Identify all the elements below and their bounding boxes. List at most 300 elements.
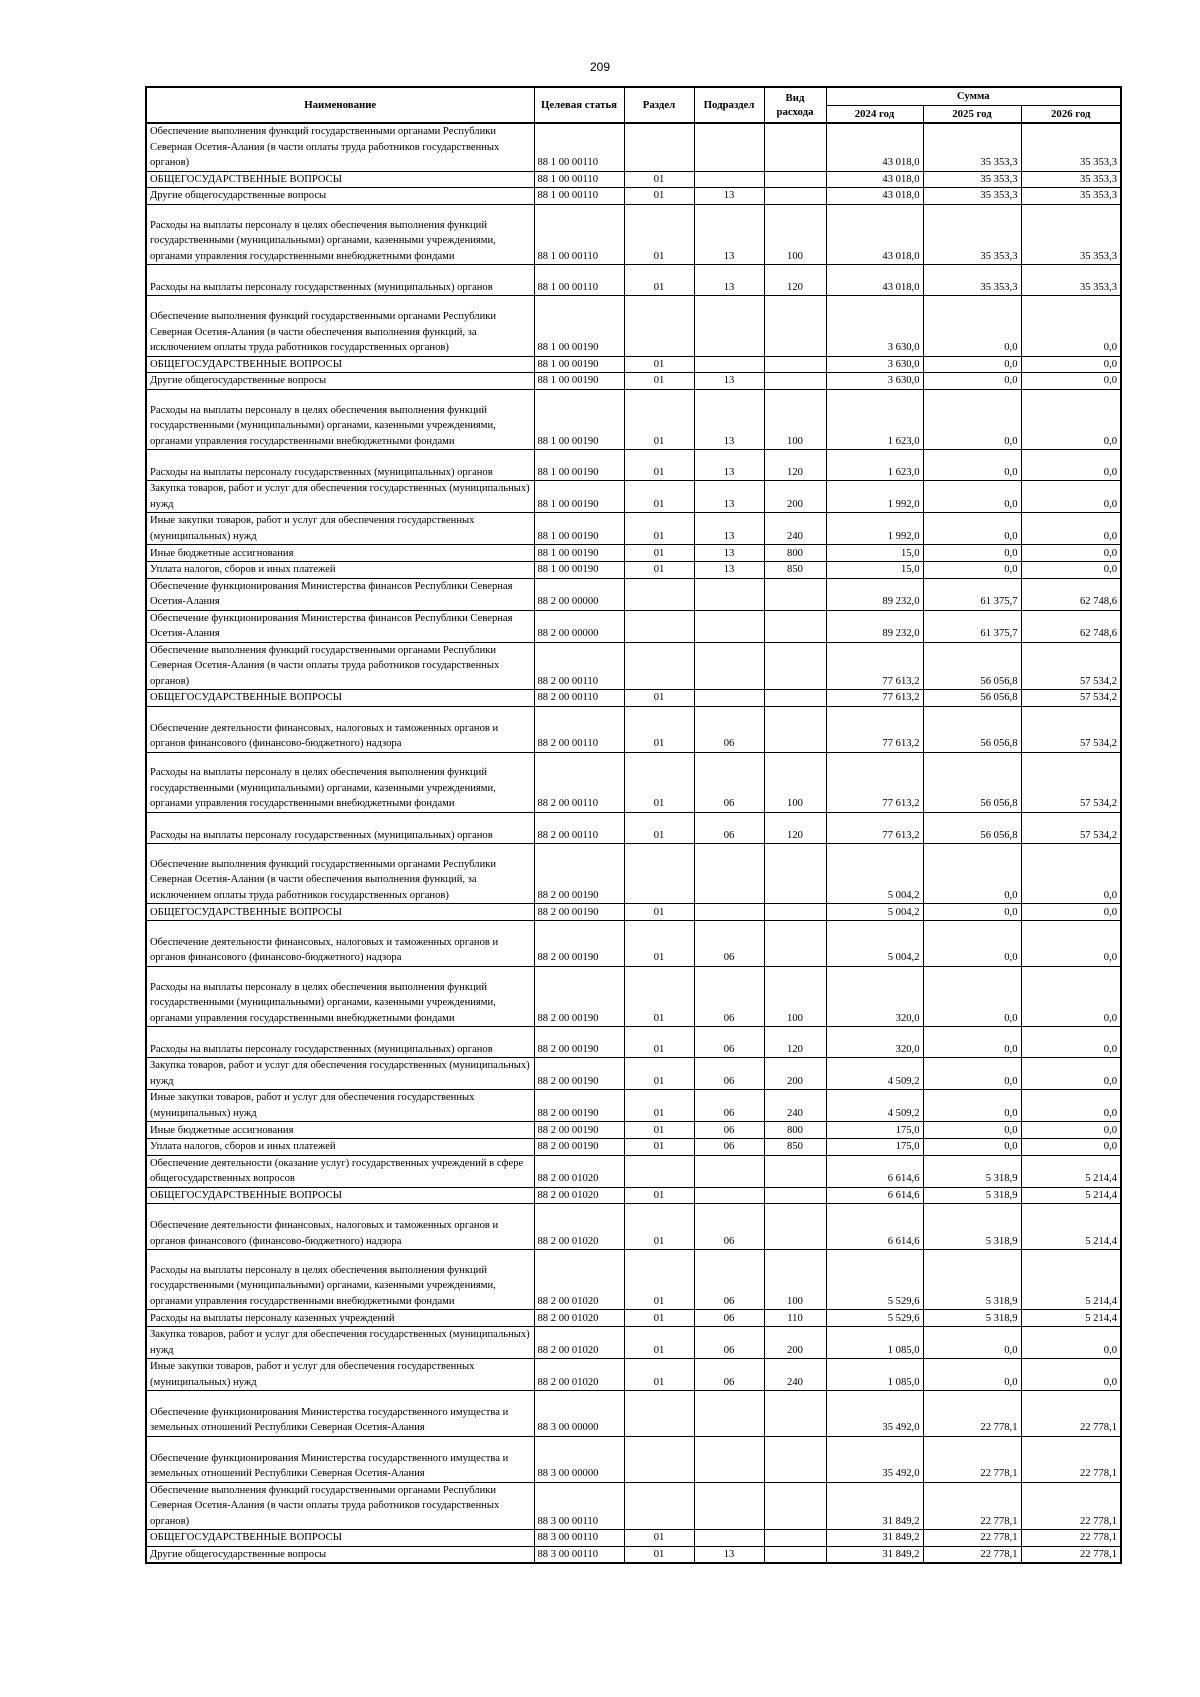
table-row	[146, 562, 1121, 579]
table-row	[146, 1187, 1121, 1204]
row-sum-2026: 0,0	[1021, 1027, 1121, 1058]
row-name: Закупка товаров, работ и услуг для обеспечения государственных (муниципальных) нужд	[146, 1327, 534, 1359]
row-name: Расходы на выплаты персоналу государственных (муниципальных) органов	[146, 450, 534, 481]
row-expense-type	[764, 356, 826, 373]
row-expense-type: 100	[764, 204, 826, 264]
row-sum-2025: 0,0	[923, 481, 1021, 513]
row-section	[624, 642, 694, 690]
header-year-2026: 2026 год	[1021, 105, 1121, 123]
row-section: 01	[624, 1139, 694, 1156]
row-sum-2026: 35 353,3	[1021, 204, 1121, 264]
row-subsection	[694, 1482, 764, 1530]
row-target-article: 88 2 00 00190	[534, 1139, 624, 1156]
row-sum-2025: 0,0	[923, 844, 1021, 904]
row-sum-2025: 0,0	[923, 545, 1021, 562]
table-row	[146, 1090, 1121, 1122]
row-sum-2024: 31 849,2	[826, 1530, 923, 1547]
row-section: 01	[624, 1327, 694, 1359]
row-sum-2024: 89 232,0	[826, 610, 923, 642]
row-sum-2025: 0,0	[923, 904, 1021, 921]
row-expense-type	[764, 171, 826, 188]
row-section	[624, 578, 694, 610]
row-subsection	[694, 1391, 764, 1437]
table-row	[146, 1546, 1121, 1563]
table-row	[146, 1310, 1121, 1327]
row-subsection	[694, 171, 764, 188]
row-sum-2024: 89 232,0	[826, 578, 923, 610]
row-sum-2024: 5 004,2	[826, 921, 923, 967]
row-sum-2026: 0,0	[1021, 562, 1121, 579]
row-section: 01	[624, 513, 694, 545]
row-target-article: 88 1 00 00190	[534, 481, 624, 513]
row-target-article: 88 3 00 00110	[534, 1482, 624, 1530]
table-row	[146, 513, 1121, 545]
table-header	[146, 87, 1121, 123]
header-year-2024: 2024 год	[826, 105, 923, 123]
row-section: 01	[624, 921, 694, 967]
row-name: ОБЩЕГОСУДАРСТВЕННЫЕ ВОПРОСЫ	[146, 356, 534, 373]
row-sum-2025: 0,0	[923, 1359, 1021, 1391]
row-sum-2024: 77 613,2	[826, 690, 923, 707]
row-sum-2024: 4 509,2	[826, 1058, 923, 1090]
row-name: Иные закупки товаров, работ и услуг для обеспечения государственных (муниципальных) нужд	[146, 513, 534, 545]
row-subsection: 13	[694, 562, 764, 579]
row-subsection: 06	[694, 1250, 764, 1310]
row-sum-2026: 0,0	[1021, 1359, 1121, 1391]
row-sum-2025: 5 318,9	[923, 1310, 1021, 1327]
table-row	[146, 1058, 1121, 1090]
row-subsection: 06	[694, 1090, 764, 1122]
row-expense-type	[764, 904, 826, 921]
row-sum-2025: 0,0	[923, 1139, 1021, 1156]
row-sum-2026: 5 214,4	[1021, 1155, 1121, 1187]
row-subsection: 06	[694, 1027, 764, 1058]
row-section: 01	[624, 373, 694, 390]
header-name: Наименование	[146, 87, 534, 123]
row-sum-2024: 175,0	[826, 1122, 923, 1139]
row-target-article: 88 1 00 00190	[534, 450, 624, 481]
row-sum-2026: 22 778,1	[1021, 1391, 1121, 1437]
row-expense-type: 240	[764, 1090, 826, 1122]
row-name: Расходы на выплаты персоналу в целях обеспечения выполнения функций государственными (муниципальными) органами, казенными учреждениями, органами управления государственными внебюджетными фондами	[146, 1250, 534, 1310]
row-sum-2026: 0,0	[1021, 1327, 1121, 1359]
row-name: Обеспечение деятельности финансовых, налоговых и таможенных органов и органов финансового (финансово-бюджетного) надзора	[146, 706, 534, 752]
row-subsection: 06	[694, 1327, 764, 1359]
table-row	[146, 1027, 1121, 1058]
row-expense-type: 100	[764, 752, 826, 812]
row-sum-2026: 5 214,4	[1021, 1204, 1121, 1250]
row-expense-type: 850	[764, 1139, 826, 1156]
row-target-article: 88 2 00 01020	[534, 1250, 624, 1310]
table-row	[146, 578, 1121, 610]
row-subsection: 06	[694, 1058, 764, 1090]
row-name: Обеспечение функционирования Министерства финансов Республики Северная Осетия-Алания	[146, 610, 534, 642]
row-expense-type	[764, 1187, 826, 1204]
row-sum-2026: 57 534,2	[1021, 706, 1121, 752]
row-sum-2025: 0,0	[923, 373, 1021, 390]
row-subsection: 06	[694, 966, 764, 1026]
row-target-article: 88 2 00 00110	[534, 642, 624, 690]
row-sum-2024: 6 614,6	[826, 1187, 923, 1204]
row-sum-2026: 35 353,3	[1021, 265, 1121, 296]
row-target-article: 88 1 00 00190	[534, 545, 624, 562]
row-section: 01	[624, 188, 694, 205]
row-expense-type: 120	[764, 812, 826, 843]
row-target-article: 88 3 00 00110	[534, 1546, 624, 1563]
row-sum-2025: 0,0	[923, 513, 1021, 545]
row-sum-2025: 0,0	[923, 1327, 1021, 1359]
row-section: 01	[624, 481, 694, 513]
row-subsection: 13	[694, 481, 764, 513]
row-sum-2024: 4 509,2	[826, 1090, 923, 1122]
table-row	[146, 481, 1121, 513]
row-section	[624, 1482, 694, 1530]
row-subsection: 06	[694, 1359, 764, 1391]
row-target-article: 88 1 00 00110	[534, 171, 624, 188]
row-sum-2024: 1 623,0	[826, 450, 923, 481]
row-section: 01	[624, 545, 694, 562]
row-sum-2024: 15,0	[826, 545, 923, 562]
page-number: 209	[589, 60, 611, 74]
row-expense-type	[764, 1391, 826, 1437]
row-name: Расходы на выплаты персоналу государственных (муниципальных) органов	[146, 265, 534, 296]
row-sum-2025: 0,0	[923, 389, 1021, 449]
row-section: 01	[624, 389, 694, 449]
row-subsection	[694, 1187, 764, 1204]
row-sum-2024: 6 614,6	[826, 1155, 923, 1187]
row-expense-type: 240	[764, 513, 826, 545]
table-row	[146, 450, 1121, 481]
row-sum-2024: 1 992,0	[826, 513, 923, 545]
row-name: Другие общегосударственные вопросы	[146, 188, 534, 205]
row-expense-type: 200	[764, 481, 826, 513]
row-sum-2025: 22 778,1	[923, 1436, 1021, 1482]
row-name: Другие общегосударственные вопросы	[146, 373, 534, 390]
table-row	[146, 123, 1121, 171]
row-subsection: 06	[694, 1310, 764, 1327]
row-target-article: 88 1 00 00190	[534, 562, 624, 579]
table-row	[146, 296, 1121, 356]
row-sum-2026: 0,0	[1021, 513, 1121, 545]
row-target-article: 88 1 00 00110	[534, 188, 624, 205]
table-row	[146, 373, 1121, 390]
row-name: Уплата налогов, сборов и иных платежей	[146, 562, 534, 579]
row-target-article: 88 2 00 01020	[534, 1204, 624, 1250]
row-sum-2024: 1 623,0	[826, 389, 923, 449]
row-subsection	[694, 610, 764, 642]
row-sum-2026: 57 534,2	[1021, 812, 1121, 843]
row-section: 01	[624, 1027, 694, 1058]
row-target-article: 88 3 00 00000	[534, 1436, 624, 1482]
row-subsection: 13	[694, 188, 764, 205]
row-section: 01	[624, 204, 694, 264]
row-sum-2024: 5 004,2	[826, 844, 923, 904]
row-section: 01	[624, 1546, 694, 1563]
row-subsection: 13	[694, 545, 764, 562]
table-row	[146, 188, 1121, 205]
row-expense-type: 100	[764, 966, 826, 1026]
row-target-article: 88 1 00 00190	[534, 296, 624, 356]
row-sum-2024: 35 492,0	[826, 1391, 923, 1437]
row-name: Расходы на выплаты персоналу государственных (муниципальных) органов	[146, 812, 534, 843]
row-sum-2025: 35 353,3	[923, 123, 1021, 171]
row-target-article: 88 2 00 00110	[534, 812, 624, 843]
row-section: 01	[624, 690, 694, 707]
row-sum-2025: 0,0	[923, 296, 1021, 356]
table-row	[146, 265, 1121, 296]
row-sum-2024: 31 849,2	[826, 1546, 923, 1563]
row-sum-2024: 15,0	[826, 562, 923, 579]
row-sum-2025: 56 056,8	[923, 690, 1021, 707]
row-section	[624, 296, 694, 356]
row-subsection: 06	[694, 1122, 764, 1139]
row-sum-2026: 0,0	[1021, 1122, 1121, 1139]
table-row	[146, 752, 1121, 812]
row-target-article: 88 1 00 00190	[534, 356, 624, 373]
row-sum-2025: 0,0	[923, 356, 1021, 373]
row-sum-2024: 5 004,2	[826, 904, 923, 921]
row-target-article: 88 2 00 00190	[534, 1122, 624, 1139]
row-sum-2026: 0,0	[1021, 545, 1121, 562]
row-expense-type	[764, 296, 826, 356]
row-target-article: 88 2 00 00000	[534, 610, 624, 642]
row-sum-2025: 0,0	[923, 450, 1021, 481]
row-sum-2026: 0,0	[1021, 356, 1121, 373]
row-name: Обеспечение деятельности (оказание услуг) государственных учреждений в сфере общегосударственных вопросов	[146, 1155, 534, 1187]
row-name: Обеспечение функционирования Министерства государственного имущества и земельных отношений Республики Северная Осетия-Алания	[146, 1436, 534, 1482]
row-target-article: 88 2 00 00190	[534, 921, 624, 967]
row-sum-2026: 0,0	[1021, 389, 1121, 449]
row-sum-2026: 22 778,1	[1021, 1482, 1121, 1530]
table-row	[146, 1359, 1121, 1391]
row-sum-2026: 0,0	[1021, 921, 1121, 967]
row-name: Уплата налогов, сборов и иных платежей	[146, 1139, 534, 1156]
table-row	[146, 1155, 1121, 1187]
row-name: Иные бюджетные ассигнования	[146, 545, 534, 562]
row-expense-type	[764, 188, 826, 205]
row-sum-2026: 0,0	[1021, 1090, 1121, 1122]
row-expense-type	[764, 706, 826, 752]
row-target-article: 88 2 00 00190	[534, 904, 624, 921]
table-row	[146, 204, 1121, 264]
row-sum-2024: 5 529,6	[826, 1250, 923, 1310]
table-row	[146, 356, 1121, 373]
row-sum-2025: 56 056,8	[923, 642, 1021, 690]
row-subsection: 13	[694, 389, 764, 449]
row-target-article: 88 2 00 00000	[534, 578, 624, 610]
row-sum-2025: 56 056,8	[923, 812, 1021, 843]
row-expense-type	[764, 844, 826, 904]
table-row	[146, 690, 1121, 707]
row-subsection	[694, 578, 764, 610]
row-subsection: 06	[694, 812, 764, 843]
row-section: 01	[624, 1090, 694, 1122]
table-row	[146, 844, 1121, 904]
row-sum-2025: 22 778,1	[923, 1391, 1021, 1437]
row-subsection: 06	[694, 706, 764, 752]
row-target-article: 88 1 00 00190	[534, 389, 624, 449]
row-target-article: 88 2 00 00190	[534, 966, 624, 1026]
row-target-article: 88 2 00 01020	[534, 1310, 624, 1327]
row-expense-type	[764, 373, 826, 390]
row-name: Иные закупки товаров, работ и услуг для обеспечения государственных (муниципальных) нужд	[146, 1359, 534, 1391]
row-sum-2024: 3 630,0	[826, 296, 923, 356]
table-row	[146, 610, 1121, 642]
row-sum-2026: 5 214,4	[1021, 1187, 1121, 1204]
header-subsection: Подраздел	[694, 87, 764, 123]
row-section: 01	[624, 562, 694, 579]
row-sum-2024: 31 849,2	[826, 1482, 923, 1530]
row-expense-type: 240	[764, 1359, 826, 1391]
row-subsection: 13	[694, 265, 764, 296]
row-sum-2024: 5 529,6	[826, 1310, 923, 1327]
table-row	[146, 1204, 1121, 1250]
row-section: 01	[624, 171, 694, 188]
table-row	[146, 545, 1121, 562]
row-target-article: 88 2 00 00110	[534, 752, 624, 812]
row-sum-2026: 0,0	[1021, 1139, 1121, 1156]
row-sum-2025: 61 375,7	[923, 578, 1021, 610]
row-sum-2025: 5 318,9	[923, 1204, 1021, 1250]
row-name: Обеспечение выполнения функций государственными органами Республики Северная Осетия-Алания (в части оплаты труда работников государственных органов)	[146, 123, 534, 171]
row-sum-2026: 62 748,6	[1021, 610, 1121, 642]
row-name: ОБЩЕГОСУДАРСТВЕННЫЕ ВОПРОСЫ	[146, 1187, 534, 1204]
row-name: Обеспечение деятельности финансовых, налоговых и таможенных органов и органов финансового (финансово-бюджетного) надзора	[146, 1204, 534, 1250]
row-sum-2024: 43 018,0	[826, 204, 923, 264]
row-expense-type	[764, 1530, 826, 1547]
row-sum-2026: 5 214,4	[1021, 1250, 1121, 1310]
row-expense-type	[764, 123, 826, 171]
row-expense-type: 120	[764, 265, 826, 296]
row-section: 01	[624, 265, 694, 296]
row-name: Иные бюджетные ассигнования	[146, 1122, 534, 1139]
row-name: Расходы на выплаты персоналу государственных (муниципальных) органов	[146, 1027, 534, 1058]
row-sum-2024: 1 085,0	[826, 1359, 923, 1391]
row-sum-2024: 1 085,0	[826, 1327, 923, 1359]
row-target-article: 88 1 00 00110	[534, 123, 624, 171]
row-name: Обеспечение выполнения функций государственными органами Республики Северная Осетия-Алания (в части оплаты труда работников государственных органов)	[146, 642, 534, 690]
row-sum-2024: 77 613,2	[826, 642, 923, 690]
row-target-article: 88 1 00 00190	[534, 513, 624, 545]
header-section: Раздел	[624, 87, 694, 123]
row-sum-2025: 35 353,3	[923, 188, 1021, 205]
row-sum-2025: 22 778,1	[923, 1482, 1021, 1530]
row-target-article: 88 2 00 01020	[534, 1187, 624, 1204]
row-name: ОБЩЕГОСУДАРСТВЕННЫЕ ВОПРОСЫ	[146, 904, 534, 921]
table-row	[146, 1327, 1121, 1359]
row-section	[624, 123, 694, 171]
row-sum-2026: 57 534,2	[1021, 690, 1121, 707]
row-section: 01	[624, 1250, 694, 1310]
table-row	[146, 1482, 1121, 1530]
row-expense-type	[764, 690, 826, 707]
header-sum: Сумма	[826, 87, 1121, 105]
row-sum-2024: 1 992,0	[826, 481, 923, 513]
row-section: 01	[624, 1310, 694, 1327]
row-section: 01	[624, 1359, 694, 1391]
row-target-article: 88 2 00 00110	[534, 706, 624, 752]
row-sum-2025: 0,0	[923, 562, 1021, 579]
row-sum-2026: 57 534,2	[1021, 642, 1121, 690]
row-name: Расходы на выплаты персоналу казенных учреждений	[146, 1310, 534, 1327]
row-sum-2026: 35 353,3	[1021, 188, 1121, 205]
row-sum-2024: 43 018,0	[826, 123, 923, 171]
row-name: Обеспечение функционирования Министерства государственного имущества и земельных отношений Республики Северная Осетия-Алания	[146, 1391, 534, 1437]
row-expense-type: 200	[764, 1058, 826, 1090]
row-sum-2026: 22 778,1	[1021, 1436, 1121, 1482]
row-target-article: 88 2 00 01020	[534, 1327, 624, 1359]
row-section: 01	[624, 1122, 694, 1139]
row-subsection	[694, 356, 764, 373]
row-name: Обеспечение деятельности финансовых, налоговых и таможенных органов и органов финансового (финансово-бюджетного) надзора	[146, 921, 534, 967]
row-subsection: 06	[694, 752, 764, 812]
row-expense-type: 120	[764, 1027, 826, 1058]
row-subsection	[694, 690, 764, 707]
row-sum-2026: 22 778,1	[1021, 1546, 1121, 1563]
row-name: Обеспечение выполнения функций государственными органами Республики Северная Осетия-Алания (в части обеспечения выполнения функций, за исключением оплаты труда работников государственных органов)	[146, 296, 534, 356]
row-section	[624, 1155, 694, 1187]
row-target-article: 88 2 00 00190	[534, 844, 624, 904]
row-sum-2024: 43 018,0	[826, 188, 923, 205]
row-subsection: 13	[694, 373, 764, 390]
row-target-article: 88 1 00 00190	[534, 373, 624, 390]
row-target-article: 88 2 00 01020	[534, 1155, 624, 1187]
row-name: ОБЩЕГОСУДАРСТВЕННЫЕ ВОПРОСЫ	[146, 171, 534, 188]
table-row	[146, 921, 1121, 967]
row-sum-2025: 61 375,7	[923, 610, 1021, 642]
row-name: Расходы на выплаты персоналу в целях обеспечения выполнения функций государственными (муниципальными) органами, казенными учреждениями, органами управления государственными внебюджетными фондами	[146, 966, 534, 1026]
row-name: Закупка товаров, работ и услуг для обеспечения государственных (муниципальных) нужд	[146, 481, 534, 513]
row-section	[624, 1391, 694, 1437]
row-sum-2025: 35 353,3	[923, 204, 1021, 264]
row-name: ОБЩЕГОСУДАРСТВЕННЫЕ ВОПРОСЫ	[146, 1530, 534, 1547]
table-row	[146, 904, 1121, 921]
row-subsection	[694, 844, 764, 904]
budget-table	[145, 86, 1122, 1564]
row-name: Иные закупки товаров, работ и услуг для обеспечения государственных (муниципальных) нужд	[146, 1090, 534, 1122]
row-sum-2025: 5 318,9	[923, 1187, 1021, 1204]
table-row	[146, 389, 1121, 449]
row-name: Обеспечение выполнения функций государственными органами Республики Северная Осетия-Алания (в части обеспечения выполнения функций, за исключением оплаты труда работников государственных органов)	[146, 844, 534, 904]
header-expense-type: Вид расхода	[764, 87, 826, 123]
row-sum-2025: 5 318,9	[923, 1250, 1021, 1310]
row-sum-2024: 77 613,2	[826, 706, 923, 752]
table-row	[146, 1250, 1121, 1310]
row-subsection	[694, 296, 764, 356]
row-expense-type: 110	[764, 1310, 826, 1327]
row-sum-2025: 35 353,3	[923, 265, 1021, 296]
row-name: Расходы на выплаты персоналу в целях обеспечения выполнения функций государственными (муниципальными) органами, казенными учреждениями, органами управления государственными внебюджетными фондами	[146, 752, 534, 812]
table-row	[146, 706, 1121, 752]
row-sum-2024: 77 613,2	[826, 752, 923, 812]
row-sum-2024: 175,0	[826, 1139, 923, 1156]
row-sum-2026: 35 353,3	[1021, 171, 1121, 188]
row-expense-type: 100	[764, 1250, 826, 1310]
row-sum-2025: 56 056,8	[923, 706, 1021, 752]
row-expense-type: 800	[764, 545, 826, 562]
row-sum-2024: 3 630,0	[826, 356, 923, 373]
row-sum-2025: 22 778,1	[923, 1530, 1021, 1547]
row-sum-2025: 0,0	[923, 1027, 1021, 1058]
row-sum-2025: 22 778,1	[923, 1546, 1021, 1563]
row-section	[624, 1436, 694, 1482]
row-sum-2024: 320,0	[826, 966, 923, 1026]
row-expense-type: 800	[764, 1122, 826, 1139]
row-section: 01	[624, 1187, 694, 1204]
row-sum-2025: 0,0	[923, 1090, 1021, 1122]
row-sum-2024: 43 018,0	[826, 265, 923, 296]
row-expense-type	[764, 642, 826, 690]
